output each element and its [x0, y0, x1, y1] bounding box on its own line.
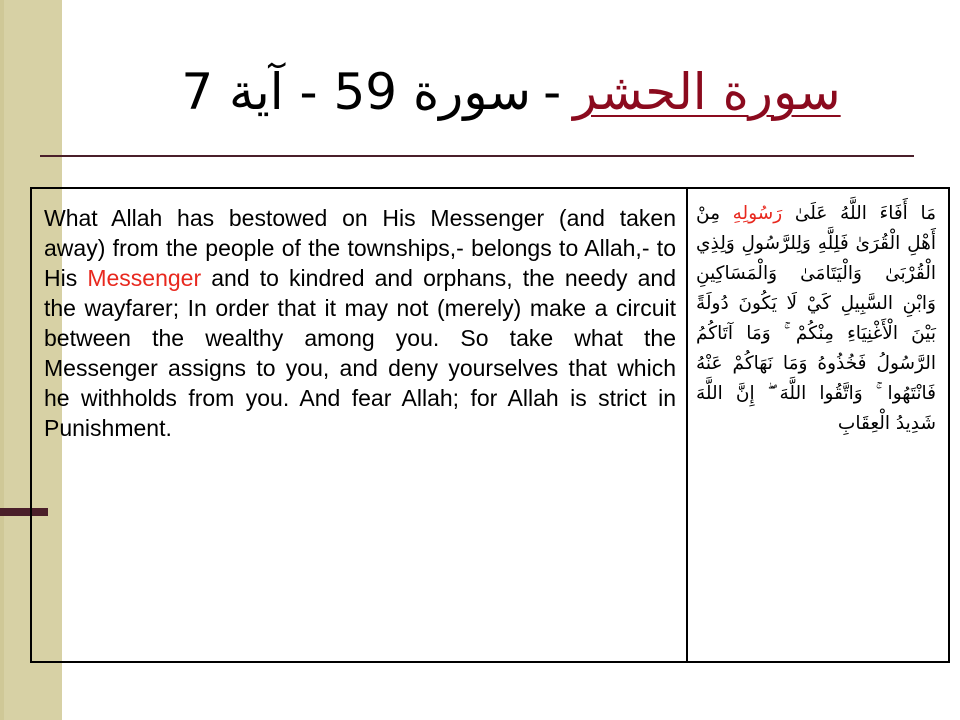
- arabic-text-part1: مَا أَفَاءَ اللَّهُ عَلَىٰ: [794, 203, 936, 224]
- arabic-highlight: رَسُولِهِ: [732, 203, 783, 224]
- surah-link[interactable]: سورة الحشر: [573, 63, 841, 121]
- title-surah-verse: سورة 59 - آية 7: [181, 63, 532, 121]
- translation-highlight: Messenger: [87, 265, 202, 291]
- side-band-edge: [0, 0, 4, 720]
- title-divider: [40, 155, 914, 157]
- translation-text-part1: What Allah has bestowed on His Messenger (and taken away) from the people of the townships,- belongs to Allah,- to His: [44, 205, 676, 291]
- title-separator: -: [543, 63, 562, 121]
- translation-text-part2: and to kindred and orphans, the needy and the wayfarer; In order that it may not (merely) make a circuit between the wealthy among you. So take what the Messenger assigns to you, and deny yourselves that which he withholds from you. And fear Allah; for Allah is strict in Punishment.: [44, 265, 676, 441]
- page-title: [62, 50, 960, 134]
- arabic-text-part2: مِنْ أَهْلِ الْقُرَىٰ فَلِلَّهِ وَلِلرَّسُولِ وَلِذِي الْقُرْبَىٰ وَالْيَتَامَىٰ وَالْمَسَاكِينِ وَابْنِ السَّبِيلِ كَيْ لَا يَكُونَ دُولَةً بَيْنَ الْأَغْنِيَاءِ مِنْكُمْ ۚ وَمَا آتَاكُمُ الرَّسُولُ فَخُذُوهُ وَمَا نَهَاكُمْ عَنْهُ فَانْتَهُوا ۚ وَاتَّقُوا اللَّهَ ۖ إِنَّ اللَّهَ شَدِيدُ الْعِقَابِ: [696, 203, 936, 434]
- translation-cell: [32, 189, 688, 661]
- verse-table: [30, 187, 950, 663]
- arabic-verse-cell: [688, 189, 948, 661]
